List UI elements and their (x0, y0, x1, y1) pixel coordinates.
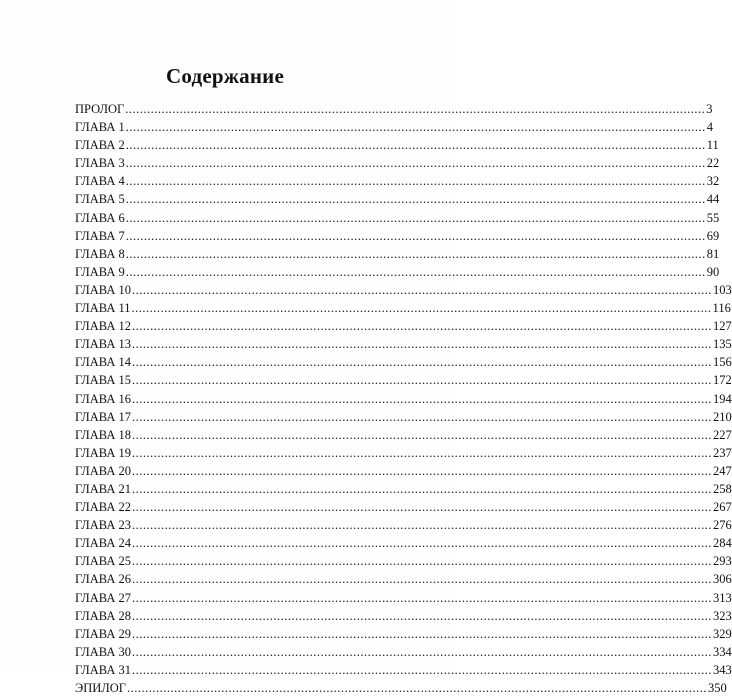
toc-entry-page-number: 276 (713, 518, 732, 533)
toc-entry-label: ГЛАВА 14 (75, 355, 131, 370)
toc-entry-page-number: 135 (713, 337, 732, 352)
toc-entry-label: ГЛАВА 25 (75, 554, 131, 569)
toc-entry-page-number: 350 (708, 681, 727, 695)
dot-leader (126, 245, 706, 263)
dot-leader (132, 281, 712, 299)
toc-entry-page-number: 329 (713, 626, 732, 641)
toc-entry-page-number: 69 (706, 228, 720, 243)
dot-leader (132, 371, 712, 389)
toc-entry (75, 589, 732, 607)
dot-leader (127, 679, 707, 697)
dot-leader (132, 390, 712, 408)
toc-entry-page-number: 172 (713, 373, 732, 388)
toc-entry (75, 607, 732, 625)
toc-entry (75, 263, 720, 281)
dot-leader (132, 570, 712, 588)
toc-entry (75, 281, 732, 299)
toc-entry-page-number: 334 (713, 644, 732, 659)
toc-entry (75, 480, 732, 498)
toc-entry-label: ГЛАВА 19 (75, 445, 131, 460)
dot-leader (132, 661, 712, 679)
toc-entry-label: ГЛАВА 7 (75, 228, 125, 243)
dot-leader (126, 136, 706, 154)
toc-entry (75, 444, 732, 462)
toc-entry (75, 317, 732, 335)
toc-entry (75, 516, 732, 534)
table-of-contents (75, 100, 732, 697)
toc-entry (75, 570, 732, 588)
toc-entry-label: ГЛАВА 18 (75, 427, 131, 442)
toc-entry (75, 227, 720, 245)
dot-leader (132, 589, 712, 607)
dot-leader (132, 317, 712, 335)
toc-entry-page-number: 103 (713, 282, 732, 297)
toc-entry-label: ЭПИЛОГ (75, 681, 127, 695)
toc-entry-label: ГЛАВА 10 (75, 282, 131, 297)
dot-leader (132, 552, 712, 570)
dot-leader (125, 100, 705, 118)
toc-entry-label: ГЛАВА 6 (75, 210, 125, 225)
toc-entry-label: ГЛАВА 16 (75, 391, 131, 406)
toc-entry-label: ГЛАВА 13 (75, 337, 131, 352)
toc-entry-label: ГЛАВА 11 (75, 301, 131, 316)
toc-entry (75, 534, 732, 552)
toc-entry-label: ГЛАВА 17 (75, 409, 131, 424)
toc-entry-page-number: 237 (713, 445, 732, 460)
toc-entry-page-number: 22 (706, 156, 720, 171)
toc-entry (75, 371, 732, 389)
toc-entry-label: ГЛАВА 4 (75, 174, 125, 189)
toc-entry-label: ГЛАВА 30 (75, 644, 131, 659)
dot-leader (126, 172, 706, 190)
toc-entry-page-number: 343 (713, 662, 732, 677)
toc-entry-label: ГЛАВА 27 (75, 590, 131, 605)
toc-entry (75, 498, 732, 516)
toc-entry-label: ГЛАВА 2 (75, 138, 125, 153)
toc-entry-page-number: 32 (706, 174, 720, 189)
toc-entry-label: ГЛАВА 8 (75, 246, 125, 261)
toc-entry-label: ГЛАВА 1 (75, 120, 125, 135)
toc-entry (75, 552, 732, 570)
page-title: Содержание (166, 64, 284, 88)
toc-entry-label: ГЛАВА 15 (75, 373, 131, 388)
toc-entry (75, 299, 731, 317)
dot-leader (126, 190, 706, 208)
toc-entry-label: ПРОЛОГ (75, 102, 125, 116)
toc-entry (75, 625, 732, 643)
toc-entry-label: ГЛАВА 26 (75, 572, 131, 587)
toc-entry-page-number: 210 (713, 409, 732, 424)
toc-entry (75, 245, 720, 263)
dot-leader (126, 154, 706, 172)
dot-leader (126, 263, 706, 281)
dot-leader (126, 209, 706, 227)
toc-entry (75, 209, 720, 227)
toc-entry-label: ГЛАВА 9 (75, 264, 125, 279)
toc-entry-page-number: 306 (713, 572, 732, 587)
toc-entry-page-number: 90 (706, 264, 720, 279)
dot-leader (132, 516, 712, 534)
toc-entry (75, 172, 720, 190)
toc-entry-page-number: 284 (713, 536, 732, 551)
dot-leader (132, 607, 712, 625)
toc-entry-page-number: 44 (706, 192, 720, 207)
dot-leader (126, 118, 706, 136)
dot-leader (132, 462, 712, 480)
toc-entry-page-number: 116 (712, 301, 731, 316)
toc-entry-page-number: 3 (706, 102, 713, 116)
dot-leader (132, 534, 712, 552)
toc-entry-label: ГЛАВА 29 (75, 626, 131, 641)
dot-leader (132, 353, 712, 371)
toc-entry (75, 100, 713, 118)
toc-entry-page-number: 247 (713, 463, 732, 478)
toc-entry (75, 426, 732, 444)
toc-entry-label: ГЛАВА 20 (75, 463, 131, 478)
toc-entry-page-number: 323 (713, 608, 732, 623)
dot-leader (132, 426, 712, 444)
toc-entry (75, 643, 732, 661)
dot-leader (132, 480, 712, 498)
toc-entry-label: ГЛАВА 28 (75, 608, 131, 623)
dot-leader (132, 444, 712, 462)
toc-entry-label: ГЛАВА 3 (75, 156, 125, 171)
toc-entry-page-number: 194 (713, 391, 732, 406)
toc-entry (75, 335, 732, 353)
toc-entry (75, 679, 727, 697)
toc-entry-page-number: 267 (713, 500, 732, 515)
dot-leader (132, 335, 712, 353)
toc-entry (75, 154, 720, 172)
toc-entry-page-number: 55 (706, 210, 720, 225)
toc-entry (75, 390, 732, 408)
toc-entry-page-number: 258 (713, 481, 732, 496)
dot-leader (132, 643, 712, 661)
toc-entry (75, 118, 713, 136)
toc-entry-page-number: 313 (713, 590, 732, 605)
toc-entry (75, 190, 720, 208)
toc-entry-label: ГЛАВА 22 (75, 500, 131, 515)
dot-leader (132, 408, 712, 426)
toc-entry-page-number: 4 (706, 120, 713, 135)
toc-entry-label: ГЛАВА 21 (75, 481, 131, 496)
toc-entry-page-number: 156 (713, 355, 732, 370)
toc-entry-label: ГЛАВА 31 (75, 662, 131, 677)
dot-leader (132, 625, 712, 643)
toc-entry-page-number: 227 (713, 427, 732, 442)
toc-entry-page-number: 127 (713, 319, 732, 334)
toc-entry-label: ГЛАВА 24 (75, 536, 131, 551)
toc-entry-label: ГЛАВА 5 (75, 192, 125, 207)
dot-leader (132, 498, 712, 516)
toc-entry-label: ГЛАВА 23 (75, 518, 131, 533)
toc-entry-page-number: 81 (706, 246, 720, 261)
toc-entry-label: ГЛАВА 12 (75, 319, 131, 334)
toc-entry (75, 136, 719, 154)
toc-entry (75, 462, 732, 480)
dot-leader (126, 227, 706, 245)
toc-entry (75, 408, 732, 426)
dot-leader (132, 299, 712, 317)
toc-entry-page-number: 293 (713, 554, 732, 569)
toc-entry (75, 661, 732, 679)
toc-entry (75, 353, 732, 371)
toc-entry-page-number: 11 (706, 138, 719, 153)
